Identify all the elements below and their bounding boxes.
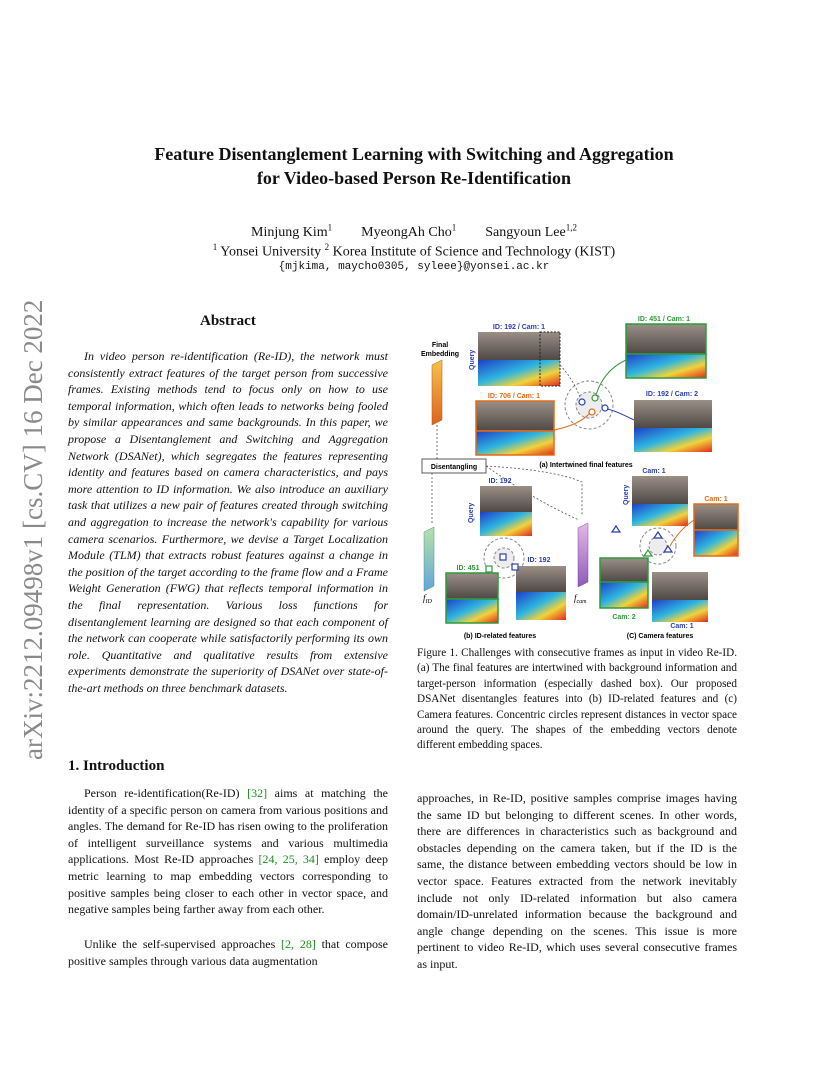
affiliations: $^1$ Yonsei University $^2$ Korea Institute of Science and Technology (KIST) bbox=[212, 242, 616, 260]
abstract-heading: Abstract bbox=[200, 313, 256, 329]
gallery-id451-b bbox=[446, 565, 498, 623]
author-2: MyeongAh Cho$^1$ bbox=[361, 222, 457, 240]
svg-text:ID: 192: ID: 192 bbox=[527, 557, 551, 564]
gallery-cam1-right bbox=[694, 496, 738, 556]
f-id-embedding bbox=[423, 527, 434, 605]
label-camera-features: (C) Camera features bbox=[626, 633, 694, 640]
citation-link[interactable]: 28] bbox=[299, 937, 316, 951]
figure-1 bbox=[414, 310, 740, 645]
arxiv-stamp: arXiv:2212.09498v1 [cs.CV] 16 Dec 2022 bbox=[18, 299, 48, 760]
gallery-id192-cam2 bbox=[634, 391, 712, 452]
svg-text:Query: Query bbox=[469, 349, 476, 370]
query-image-strip-a bbox=[469, 324, 560, 386]
final-embedding-block bbox=[421, 342, 459, 462]
svg-text:fcam: $f_{cam}$ bbox=[574, 593, 587, 605]
svg-text:Query: Query bbox=[468, 502, 475, 523]
vector-space-circles-a bbox=[554, 360, 634, 430]
svg-text:fID: $f_{ID}$ bbox=[423, 593, 432, 605]
svg-text:Cam: 1: Cam: 1 bbox=[642, 468, 666, 475]
svg-text:Cam: 2: Cam: 2 bbox=[612, 614, 636, 621]
citation-link[interactable]: [24, bbox=[258, 852, 278, 867]
svg-text:ID: 192 / Cam: 2: ID: 192 / Cam: 2 bbox=[645, 391, 699, 398]
title-line-1: Feature Disentanglement Learning with Switching and Aggregation bbox=[154, 144, 674, 164]
svg-text:ID: 451: ID: 451 bbox=[456, 565, 480, 572]
query-image-strip-b bbox=[468, 478, 532, 536]
author-1: Minjung Kim$^1$ bbox=[251, 222, 333, 240]
introduction-heading: 1. Introduction bbox=[68, 758, 165, 774]
gallery-cam1-bottom bbox=[652, 572, 708, 630]
citation-link[interactable]: [32] bbox=[247, 786, 268, 800]
label-id-related: (b) ID-related features bbox=[463, 633, 537, 640]
gallery-id706-cam1 bbox=[476, 393, 554, 455]
figure-caption: Figure 1. Challenges with consecutive frames as input in video Re-ID. (a) The final features are intertwined with background information and target-person information (especially dashed box). Our proposed DSANet disentangles features into (b) ID-related features and (c) Camera features. Concentric circles represent distances in vector space around the query. The shapes of the embedding vectors denote different embedding spaces. bbox=[417, 647, 737, 752]
vector-space-circles-b bbox=[484, 538, 524, 578]
svg-text:Embedding: Embedding bbox=[420, 351, 460, 358]
svg-text:Cam: 1: Cam: 1 bbox=[704, 496, 728, 503]
query-image-strip-c bbox=[623, 468, 688, 526]
label-intertwined: (a) Intertwined final features bbox=[539, 462, 633, 469]
right-column-paragraph: approaches, in Re-ID, positive samples comprise images having the same ID but belonging to different scenes. In other words, there are differences in characteristics such as background and obstacles depending on the camera taken, but if the ID is the same, the distance between embedding vectors should be low in vector space. Features extracted from the network inevitably include not only ID-related information but also camera domain/ID-unrelated information because the background and angle change depending on the scenes. This issue is more pertinent to video Re-ID, which uses several consecutive frames as input. bbox=[417, 791, 737, 971]
author-3: Sangyoun Lee$^{1,2}$ bbox=[485, 222, 577, 240]
svg-text:Disentangling: Disentangling bbox=[430, 464, 478, 471]
gallery-id192-b bbox=[516, 557, 566, 620]
intro-paragraph-1: Person re-identification(Re-ID) [32] aims at matching the identity of a specific person on camera from various positions and angles. The demand for Re-ID has risen owing to the proliferation of intelligent surveillance systems and various multimedia applications. Most Re-ID approaches [24, 25, 34] employ deep metric learning to map embedding vectors corresponding to positive samples being closer to each other in vector space, and negative samples being farther away from each other. bbox=[68, 786, 389, 917]
author-emails: {mjkima, maycho0305, syleee}@yonsei.ac.kr bbox=[278, 261, 550, 273]
svg-text:ID: 192 / Cam: 1: ID: 192 / Cam: 1 bbox=[492, 324, 546, 331]
citation-link[interactable]: [2, bbox=[281, 937, 295, 951]
f-cam-embedding bbox=[574, 523, 588, 605]
paper-title bbox=[0, 142, 828, 190]
abstract-text: In video person re-identification (Re-ID), the network must consistently extract features of the target person from successive frames. Existing methods tend to focus only on how to use temporal information, which often leads to networks being fooled by similar appearances and same backgrounds. In this paper, we propose a Disentanglement and Switching and Aggregation Network (DSANet), which segregates the features representing identity and features based on camera characteristics, and pays more attention to ID information. We also introduce an auxiliary task that utilizes a new pair of features created through switching and aggregation to increase the network's capability for various camera scenarios. Furthermore, we devise a Target Localization Module (TLM) that extracts robust features against a change in the position of the target according to the frame flow and a Frame Weight Generation (FWG) that reflects temporal information in the final representation. Various loss functions for disentanglement learning are designed so that each component of the network can cooperate while satisfactorily performing its own role. Quantitative and qualitative results from extensive experiments demonstrate the superiority of DSANet over state-of-the-art methods on three benchmark datasets. bbox=[68, 349, 388, 695]
svg-text:Cam: 1: Cam: 1 bbox=[670, 623, 694, 630]
gallery-id451-cam1 bbox=[626, 316, 706, 378]
title-line-2: for Video-based Person Re-Identification bbox=[256, 168, 572, 188]
svg-text:ID: 706 / Cam: 1: ID: 706 / Cam: 1 bbox=[487, 393, 541, 400]
citation-link[interactable]: 34] bbox=[302, 852, 319, 867]
citation-link[interactable]: 25, bbox=[282, 852, 298, 867]
svg-text:ID: 451 / Cam: 1: ID: 451 / Cam: 1 bbox=[637, 316, 691, 323]
gallery-cam2 bbox=[600, 558, 648, 621]
svg-text:Query: Query bbox=[623, 484, 630, 505]
intro-paragraph-2: Unlike the self-supervised approaches [2, 28] that compose positive samples through various data augmentation bbox=[68, 937, 389, 968]
svg-text:ID: 192: ID: 192 bbox=[488, 478, 512, 485]
svg-text:Final: Final bbox=[431, 342, 449, 349]
